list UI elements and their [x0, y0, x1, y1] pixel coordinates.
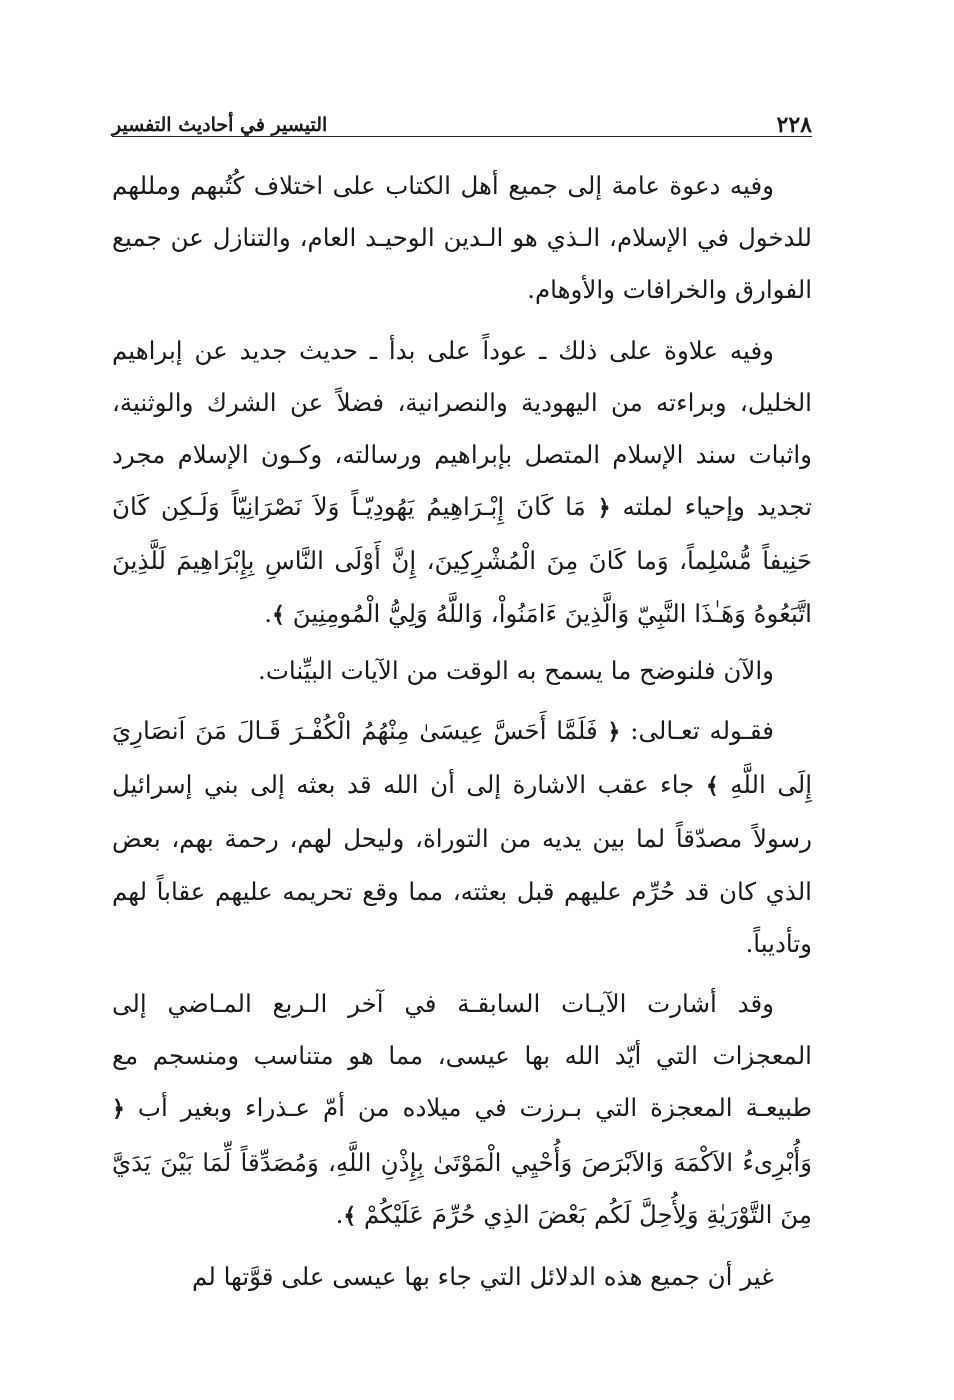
quran-open-bracket-icon: ﴿ — [607, 720, 621, 746]
quran-verse-3: وَأُبْرِىءُ الاَكْمَهَ وَالاَبْرَصَ وَأُحْيِي الْمَوْتَىٰ بِإِذْنِ اللَّهِ، وَمُصَدِّقاً لِّمَا بَيْنَ يَدَيَّ مِنَ التَّوْرَيٰةِ وَلِأُحِلَّ لَكُم بَعْضَ الذِي حُرِّمَ عَلَيْكُمْ — [112, 1147, 812, 1229]
paragraph-3 — [112, 645, 812, 697]
page-body — [112, 160, 812, 1303]
paragraph-2 — [112, 325, 812, 642]
quran-verse-1: مَا كَانَ إِبْـرَاهِيمُ يَهُودِيّـاً وَلاَ نَصْرَانِيّاً وَلَـكِن كَانَ حَنِيفاً مُّسْلِماً، وَما كَانَ مِنَ الْمُشْرِكِينَ، إِنَّ أَوْلَى النَّاسِ بِإِبْرَاهِيمَ لَلَّذِينَ اتَّبَعُوهُ وَهَـٰذَا النَّبِيّ وَالَّذِينَ ءَامَنُواْ، وَاللَّهُ وَلِيُّ الْمُومِنِينَ — [112, 492, 812, 628]
running-header — [112, 100, 812, 140]
paragraph-1 — [112, 160, 812, 317]
paragraph-6-text: غير أن جميع هذه الدلائل التي جاء بها عيسى على قوَّتها لم — [192, 1262, 774, 1292]
paragraph-4 — [112, 705, 812, 970]
paragraph-1-text: وفيه دعوة عامة إلى جميع أهل الكتاب على اختلاف كُتُبهم ومللهم للدخول في الإسلام، الـذي هو الـدين الوحيـد العام، والتنازل عن جميع الفوارق والخرافات والأوهام. — [112, 171, 812, 305]
quran-open-bracket-icon: ﴿ — [597, 496, 611, 522]
quran-close-bracket-icon: ﴾ — [272, 602, 285, 628]
paragraph-2-end: . — [264, 598, 273, 628]
paragraph-2-text: وفيه علاوة على ذلك ـ عوداً على بدأ ـ حديث جديد عن إبراهيم الخليل، وبراءته من اليهودية والنصرانية، فضلاً عن الشرك والوثنية، واثبات سند الإسلام المتصل بإبراهيم ورسالته، وكـون الإسلام مجرد تجديد وإحياء لملته — [112, 335, 812, 522]
paragraph-5-text: وقد أشارت الآيـات السابقـة في آخر الـربع المـاضي إلى المعجزات التي أيّد الله بها عيسى، مما هو متناسب ومنسجم مع طبيعـة المعجزة التي بـرزت في ميلاده من أمّ عـذراء وبغير أب — [112, 989, 812, 1123]
quran-verse-2: فَلَمَّا أَحَسَّ عِيسَىٰ مِنْهُمُ الْكُفْـرَ قَـالَ مَنَ اَنصَارِيَ إِلَى اللَّهِ — [112, 716, 813, 800]
header-divider — [112, 136, 812, 137]
paragraph-3-text: والآن فلنوضح ما يسمح به الوقت من الآيات البيِّنات. — [258, 655, 774, 685]
paragraph-5-end: . — [335, 1199, 344, 1229]
quran-close-bracket-icon: ﴾ — [343, 1203, 357, 1229]
paragraph-4-text: جاء عقب الاشارة إلى أن الله قد بعثه إلى بني إسرائيل رسولاً مصدّقاً لما بين يديه من التوراة، وليحل لهم، رحمة بهم، بعض الذي كان قد حُرِّم عليهم قبل بعثته، مما وقع تحريمه عليهم عقاباً لهم وتأديباً. — [112, 770, 812, 958]
paragraph-5 — [112, 978, 812, 1243]
paragraph-6 — [112, 1251, 812, 1303]
page-number: ٢٢٨ — [776, 112, 812, 138]
book-title: التيسير في أحاديث التفسير — [112, 114, 328, 136]
quran-open-bracket-icon: ﴿ — [112, 1097, 125, 1123]
quran-close-bracket-icon: ﴾ — [705, 774, 719, 800]
paragraph-4-intro: فقـوله تعـالى: — [630, 716, 774, 746]
